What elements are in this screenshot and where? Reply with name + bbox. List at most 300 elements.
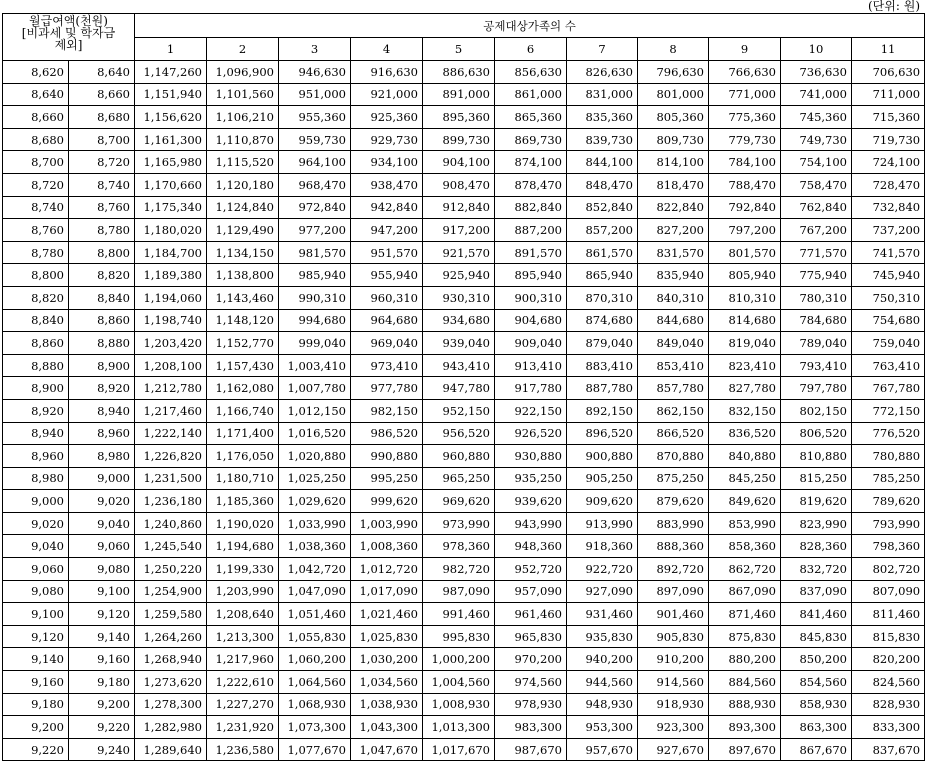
tax-amount-cell: 857,200 <box>567 219 638 242</box>
tax-amount-cell: 887,780 <box>567 377 638 400</box>
tax-amount-cell: 805,940 <box>709 264 781 287</box>
tax-amount-cell: 1,012,150 <box>279 399 351 422</box>
tax-amount-cell: 1,231,500 <box>135 467 207 490</box>
tax-amount-cell: 965,830 <box>495 625 567 648</box>
tax-amount-cell: 973,990 <box>423 512 495 535</box>
tax-amount-cell: 1,226,820 <box>135 445 207 468</box>
tax-amount-cell: 776,520 <box>852 422 925 445</box>
tax-amount-cell: 871,460 <box>709 603 781 626</box>
tax-amount-cell: 767,780 <box>852 377 925 400</box>
tax-amount-cell: 1,008,930 <box>423 693 495 716</box>
tax-amount-cell: 1,185,360 <box>207 490 279 513</box>
income-to-cell: 8,840 <box>69 286 135 309</box>
tax-amount-cell: 771,000 <box>709 83 781 106</box>
tax-amount-cell: 845,830 <box>781 625 852 648</box>
tax-amount-cell: 801,570 <box>709 241 781 264</box>
income-from-cell: 9,200 <box>3 716 69 739</box>
tax-amount-cell: 1,003,990 <box>351 512 423 535</box>
tax-amount-cell: 934,100 <box>351 151 423 174</box>
tax-amount-cell: 1,073,300 <box>279 716 351 739</box>
tax-amount-cell: 1,055,830 <box>279 625 351 648</box>
tax-amount-cell: 801,000 <box>638 83 709 106</box>
tax-amount-cell: 1,038,360 <box>279 535 351 558</box>
table-row <box>3 128 925 151</box>
tax-amount-cell: 874,100 <box>495 151 567 174</box>
income-from-cell: 9,040 <box>3 535 69 558</box>
income-from-cell: 9,000 <box>3 490 69 513</box>
tax-amount-cell: 973,410 <box>351 354 423 377</box>
tax-amount-cell: 952,720 <box>495 558 567 581</box>
tax-amount-cell: 968,470 <box>279 173 351 196</box>
tax-amount-cell: 908,470 <box>423 173 495 196</box>
tax-amount-cell: 982,720 <box>423 558 495 581</box>
tax-amount-cell: 943,990 <box>495 512 567 535</box>
deduction-header: 공제대상가족의 수 <box>135 14 925 38</box>
tax-amount-cell: 805,360 <box>638 106 709 129</box>
family-count-header: 11 <box>852 38 925 61</box>
tax-amount-cell: 775,360 <box>709 106 781 129</box>
tax-amount-cell: 942,840 <box>351 196 423 219</box>
tax-amount-cell: 1,199,330 <box>207 558 279 581</box>
income-to-cell: 8,700 <box>69 128 135 151</box>
tax-amount-cell: 1,203,420 <box>135 332 207 355</box>
table-row <box>3 219 925 242</box>
tax-amount-cell: 1,180,020 <box>135 219 207 242</box>
tax-amount-cell: 1,025,250 <box>279 467 351 490</box>
family-count-header: 4 <box>351 38 423 61</box>
tax-amount-cell: 867,670 <box>781 738 852 761</box>
income-from-cell: 8,840 <box>3 309 69 332</box>
tax-amount-cell: 978,930 <box>495 693 567 716</box>
tax-amount-cell: 917,780 <box>495 377 567 400</box>
tax-amount-cell: 798,360 <box>852 535 925 558</box>
table-row <box>3 512 925 535</box>
tax-amount-cell: 951,570 <box>351 241 423 264</box>
tax-amount-cell: 940,200 <box>567 648 638 671</box>
tax-amount-cell: 823,410 <box>709 354 781 377</box>
tax-amount-cell: 824,560 <box>852 671 925 694</box>
tax-amount-cell: 914,560 <box>638 671 709 694</box>
tax-amount-cell: 1,047,090 <box>279 580 351 603</box>
tax-amount-cell: 833,300 <box>852 716 925 739</box>
tax-amount-cell: 788,470 <box>709 173 781 196</box>
tax-amount-cell: 1,162,080 <box>207 377 279 400</box>
income-to-cell: 8,880 <box>69 332 135 355</box>
tax-amount-cell: 792,840 <box>709 196 781 219</box>
income-label-line1: 월급여액(천원) <box>29 14 108 28</box>
tax-amount-cell: 939,040 <box>423 332 495 355</box>
tax-amount-cell: 1,134,150 <box>207 241 279 264</box>
tax-amount-cell: 1,077,670 <box>279 738 351 761</box>
income-from-cell: 8,700 <box>3 151 69 174</box>
tax-amount-cell: 917,200 <box>423 219 495 242</box>
tax-amount-cell: 820,200 <box>852 648 925 671</box>
tax-amount-cell: 810,310 <box>709 286 781 309</box>
income-to-cell: 8,680 <box>69 106 135 129</box>
tax-amount-cell: 809,730 <box>638 128 709 151</box>
tax-amount-cell: 1,171,400 <box>207 422 279 445</box>
tax-amount-cell: 772,150 <box>852 399 925 422</box>
income-to-cell: 9,080 <box>69 558 135 581</box>
family-count-header: 10 <box>781 38 852 61</box>
tax-amount-cell: 927,670 <box>638 738 709 761</box>
tax-amount-cell: 1,025,830 <box>351 625 423 648</box>
income-to-cell: 8,920 <box>69 377 135 400</box>
tax-amount-cell: 1,176,050 <box>207 445 279 468</box>
tax-amount-cell: 754,680 <box>852 309 925 332</box>
tax-amount-cell: 745,940 <box>852 264 925 287</box>
tax-amount-cell: 918,930 <box>638 693 709 716</box>
tax-amount-cell: 918,360 <box>567 535 638 558</box>
table-row <box>3 241 925 264</box>
tax-amount-cell: 759,040 <box>852 332 925 355</box>
tax-amount-cell: 1,068,930 <box>279 693 351 716</box>
table-row <box>3 83 925 106</box>
family-count-header: 8 <box>638 38 709 61</box>
tax-amount-cell: 784,680 <box>781 309 852 332</box>
tax-amount-cell: 1,180,710 <box>207 467 279 490</box>
tax-amount-cell: 944,560 <box>567 671 638 694</box>
tax-amount-cell: 1,120,180 <box>207 173 279 196</box>
income-label-line2: [비과세 및 학자금 <box>21 26 116 40</box>
tax-amount-cell: 990,880 <box>351 445 423 468</box>
tax-amount-cell: 811,460 <box>852 603 925 626</box>
tax-amount-cell: 831,570 <box>638 241 709 264</box>
family-count-header: 5 <box>423 38 495 61</box>
tax-amount-cell: 715,360 <box>852 106 925 129</box>
tax-amount-cell: 793,410 <box>781 354 852 377</box>
tax-amount-cell: 719,730 <box>852 128 925 151</box>
tax-amount-cell: 1,217,460 <box>135 399 207 422</box>
tax-amount-cell: 1,029,620 <box>279 490 351 513</box>
tax-amount-cell: 882,840 <box>495 196 567 219</box>
income-from-cell: 8,640 <box>3 83 69 106</box>
tax-amount-cell: 1,194,060 <box>135 286 207 309</box>
income-to-cell: 8,780 <box>69 219 135 242</box>
table-row <box>3 738 925 761</box>
income-from-cell: 9,160 <box>3 671 69 694</box>
tax-amount-cell: 1,106,210 <box>207 106 279 129</box>
table-row <box>3 580 925 603</box>
tax-amount-cell: 1,096,900 <box>207 61 279 84</box>
income-from-cell: 8,740 <box>3 196 69 219</box>
tax-amount-cell: 802,720 <box>852 558 925 581</box>
tax-amount-cell: 836,520 <box>709 422 781 445</box>
income-from-cell: 8,720 <box>3 173 69 196</box>
income-label-line3: 제외] <box>54 38 83 52</box>
tax-amount-cell: 766,630 <box>709 61 781 84</box>
tax-amount-cell: 1,021,460 <box>351 603 423 626</box>
tax-amount-cell: 861,000 <box>495 83 567 106</box>
income-to-cell: 8,720 <box>69 151 135 174</box>
tax-amount-cell: 1,227,270 <box>207 693 279 716</box>
tax-amount-cell: 964,680 <box>351 309 423 332</box>
income-header <box>3 14 135 61</box>
tax-amount-cell: 888,930 <box>709 693 781 716</box>
tax-amount-cell: 862,720 <box>709 558 781 581</box>
tax-amount-cell: 960,880 <box>423 445 495 468</box>
tax-amount-cell: 978,360 <box>423 535 495 558</box>
family-count-header: 7 <box>567 38 638 61</box>
tax-amount-cell: 970,200 <box>495 648 567 671</box>
tax-amount-cell: 832,150 <box>709 399 781 422</box>
tax-amount-cell: 1,273,620 <box>135 671 207 694</box>
tax-amount-cell: 951,000 <box>279 83 351 106</box>
income-to-cell: 9,200 <box>69 693 135 716</box>
tax-amount-cell: 990,310 <box>279 286 351 309</box>
tax-amount-cell: 891,000 <box>423 83 495 106</box>
tax-amount-cell: 826,630 <box>567 61 638 84</box>
tax-amount-cell: 806,520 <box>781 422 852 445</box>
income-from-cell: 8,800 <box>3 264 69 287</box>
tax-amount-cell: 1,278,300 <box>135 693 207 716</box>
table-row <box>3 467 925 490</box>
income-to-cell: 9,140 <box>69 625 135 648</box>
tax-amount-cell: 866,520 <box>638 422 709 445</box>
tax-amount-cell: 878,470 <box>495 173 567 196</box>
tax-amount-cell: 1,190,020 <box>207 512 279 535</box>
tax-amount-cell: 991,460 <box>423 603 495 626</box>
tax-amount-cell: 835,940 <box>638 264 709 287</box>
tax-amount-cell: 925,940 <box>423 264 495 287</box>
tax-amount-cell: 972,840 <box>279 196 351 219</box>
tax-amount-cell: 1,289,640 <box>135 738 207 761</box>
tax-amount-cell: 957,670 <box>567 738 638 761</box>
tax-amount-cell: 904,100 <box>423 151 495 174</box>
tax-amount-cell: 912,840 <box>423 196 495 219</box>
tax-table <box>2 13 925 761</box>
tax-amount-cell: 905,830 <box>638 625 709 648</box>
tax-amount-cell: 775,940 <box>781 264 852 287</box>
tax-amount-cell: 952,150 <box>423 399 495 422</box>
tax-amount-cell: 1,051,460 <box>279 603 351 626</box>
tax-amount-cell: 935,830 <box>567 625 638 648</box>
tax-amount-cell: 1,143,460 <box>207 286 279 309</box>
tax-amount-cell: 891,570 <box>495 241 567 264</box>
income-to-cell: 9,100 <box>69 580 135 603</box>
tax-amount-cell: 897,090 <box>638 580 709 603</box>
tax-amount-cell: 887,200 <box>495 219 567 242</box>
income-to-cell: 9,220 <box>69 716 135 739</box>
tax-amount-cell: 1,254,900 <box>135 580 207 603</box>
tax-amount-cell: 883,410 <box>567 354 638 377</box>
tax-amount-cell: 1,004,560 <box>423 671 495 694</box>
tax-amount-cell: 807,090 <box>852 580 925 603</box>
tax-amount-cell: 880,200 <box>709 648 781 671</box>
table-row <box>3 716 925 739</box>
tax-amount-cell: 955,360 <box>279 106 351 129</box>
tax-amount-cell: 947,200 <box>351 219 423 242</box>
tax-amount-cell: 762,840 <box>781 196 852 219</box>
tax-amount-cell: 844,680 <box>638 309 709 332</box>
table-row <box>3 490 925 513</box>
tax-amount-cell: 771,570 <box>781 241 852 264</box>
income-to-cell: 8,960 <box>69 422 135 445</box>
income-from-cell: 8,820 <box>3 286 69 309</box>
tax-amount-cell: 856,630 <box>495 61 567 84</box>
tax-amount-cell: 1,203,990 <box>207 580 279 603</box>
tax-amount-cell: 1,124,840 <box>207 196 279 219</box>
table-row <box>3 625 925 648</box>
tax-amount-cell: 934,680 <box>423 309 495 332</box>
tax-amount-cell: 909,040 <box>495 332 567 355</box>
table-row <box>3 286 925 309</box>
tax-amount-cell: 1,175,340 <box>135 196 207 219</box>
tax-amount-cell: 823,990 <box>781 512 852 535</box>
tax-amount-cell: 927,090 <box>567 580 638 603</box>
tax-amount-cell: 1,034,560 <box>351 671 423 694</box>
tax-amount-cell: 921,570 <box>423 241 495 264</box>
table-row <box>3 693 925 716</box>
tax-amount-cell: 1,194,680 <box>207 535 279 558</box>
tax-amount-cell: 995,250 <box>351 467 423 490</box>
tax-amount-cell: 741,000 <box>781 83 852 106</box>
table-row <box>3 332 925 355</box>
tax-amount-cell: 1,064,560 <box>279 671 351 694</box>
tax-amount-cell: 895,360 <box>423 106 495 129</box>
tax-amount-cell: 987,670 <box>495 738 567 761</box>
tax-amount-cell: 959,730 <box>279 128 351 151</box>
tax-amount-cell: 850,200 <box>781 648 852 671</box>
tax-amount-cell: 780,880 <box>852 445 925 468</box>
table-row <box>3 399 925 422</box>
tax-amount-cell: 845,250 <box>709 467 781 490</box>
tax-amount-cell: 1,101,560 <box>207 83 279 106</box>
tax-amount-cell: 763,410 <box>852 354 925 377</box>
income-to-cell: 9,120 <box>69 603 135 626</box>
tax-amount-cell: 1,007,780 <box>279 377 351 400</box>
table-row <box>3 151 925 174</box>
tax-amount-cell: 741,570 <box>852 241 925 264</box>
tax-amount-cell: 849,620 <box>709 490 781 513</box>
table-row <box>3 106 925 129</box>
tax-amount-cell: 737,200 <box>852 219 925 242</box>
tax-amount-cell: 1,240,860 <box>135 512 207 535</box>
tax-amount-cell: 706,630 <box>852 61 925 84</box>
tax-amount-cell: 865,940 <box>567 264 638 287</box>
tax-amount-cell: 985,940 <box>279 264 351 287</box>
tax-amount-cell: 848,470 <box>567 173 638 196</box>
tax-amount-cell: 1,038,930 <box>351 693 423 716</box>
tax-amount-cell: 1,184,700 <box>135 241 207 264</box>
tax-amount-cell: 819,620 <box>781 490 852 513</box>
tax-amount-cell: 844,100 <box>567 151 638 174</box>
income-from-cell: 9,220 <box>3 738 69 761</box>
tax-amount-cell: 883,990 <box>638 512 709 535</box>
tax-amount-cell: 867,090 <box>709 580 781 603</box>
tax-amount-cell: 841,460 <box>781 603 852 626</box>
tax-amount-cell: 749,730 <box>781 128 852 151</box>
table-row <box>3 648 925 671</box>
tax-amount-cell: 921,000 <box>351 83 423 106</box>
income-to-cell: 8,660 <box>69 83 135 106</box>
tax-amount-cell: 935,250 <box>495 467 567 490</box>
tax-amount-cell: 929,730 <box>351 128 423 151</box>
table-row <box>3 309 925 332</box>
tax-amount-cell: 1,264,260 <box>135 625 207 648</box>
tax-amount-cell: 793,990 <box>852 512 925 535</box>
income-to-cell: 8,800 <box>69 241 135 264</box>
tax-amount-cell: 1,008,360 <box>351 535 423 558</box>
tax-amount-cell: 1,017,670 <box>423 738 495 761</box>
income-to-cell: 8,940 <box>69 399 135 422</box>
table-body <box>3 61 925 761</box>
income-to-cell: 8,900 <box>69 354 135 377</box>
tax-amount-cell: 884,560 <box>709 671 781 694</box>
tax-amount-cell: 926,520 <box>495 422 567 445</box>
tax-amount-cell: 767,200 <box>781 219 852 242</box>
income-from-cell: 9,080 <box>3 580 69 603</box>
tax-amount-cell: 857,780 <box>638 377 709 400</box>
income-to-cell: 9,180 <box>69 671 135 694</box>
tax-amount-cell: 711,000 <box>852 83 925 106</box>
tax-amount-cell: 1,152,770 <box>207 332 279 355</box>
tax-amount-cell: 853,410 <box>638 354 709 377</box>
tax-amount-cell: 995,830 <box>423 625 495 648</box>
income-to-cell: 9,000 <box>69 467 135 490</box>
tax-amount-cell: 828,930 <box>852 693 925 716</box>
tax-amount-cell: 943,410 <box>423 354 495 377</box>
tax-amount-cell: 822,840 <box>638 196 709 219</box>
family-count-header: 9 <box>709 38 781 61</box>
family-count-header: 2 <box>207 38 279 61</box>
income-from-cell: 8,860 <box>3 332 69 355</box>
tax-amount-cell: 1,236,180 <box>135 490 207 513</box>
tax-amount-cell: 1,222,610 <box>207 671 279 694</box>
tax-amount-cell: 965,250 <box>423 467 495 490</box>
tax-amount-cell: 745,360 <box>781 106 852 129</box>
tax-amount-cell: 948,360 <box>495 535 567 558</box>
tax-amount-cell: 832,720 <box>781 558 852 581</box>
tax-amount-cell: 922,720 <box>567 558 638 581</box>
tax-amount-cell: 953,300 <box>567 716 638 739</box>
income-from-cell: 8,940 <box>3 422 69 445</box>
tax-amount-cell: 837,670 <box>852 738 925 761</box>
tax-amount-cell: 780,310 <box>781 286 852 309</box>
table-row <box>3 535 925 558</box>
tax-amount-cell: 797,200 <box>709 219 781 242</box>
income-to-cell: 8,760 <box>69 196 135 219</box>
tax-amount-cell: 840,310 <box>638 286 709 309</box>
tax-amount-cell: 913,990 <box>567 512 638 535</box>
tax-amount-cell: 999,620 <box>351 490 423 513</box>
tax-amount-cell: 983,300 <box>495 716 567 739</box>
tax-amount-cell: 1,166,740 <box>207 399 279 422</box>
family-count-header: 3 <box>279 38 351 61</box>
tax-amount-cell: 910,200 <box>638 648 709 671</box>
tax-amount-cell: 1,003,410 <box>279 354 351 377</box>
tax-amount-cell: 732,840 <box>852 196 925 219</box>
tax-amount-cell: 905,250 <box>567 467 638 490</box>
family-count-row <box>3 38 925 61</box>
tax-amount-cell: 892,720 <box>638 558 709 581</box>
tax-amount-cell: 909,620 <box>567 490 638 513</box>
income-from-cell: 9,120 <box>3 625 69 648</box>
tax-amount-cell: 858,360 <box>709 535 781 558</box>
tax-amount-cell: 947,780 <box>423 377 495 400</box>
table-row <box>3 173 925 196</box>
tax-amount-cell: 923,300 <box>638 716 709 739</box>
tax-amount-cell: 736,630 <box>781 61 852 84</box>
tax-amount-cell: 974,560 <box>495 671 567 694</box>
income-from-cell: 8,780 <box>3 241 69 264</box>
tax-amount-cell: 854,560 <box>781 671 852 694</box>
tax-amount-cell: 977,200 <box>279 219 351 242</box>
tax-amount-cell: 802,150 <box>781 399 852 422</box>
tax-amount-cell: 875,250 <box>638 467 709 490</box>
tax-amount-cell: 835,360 <box>567 106 638 129</box>
tax-amount-cell: 939,620 <box>495 490 567 513</box>
